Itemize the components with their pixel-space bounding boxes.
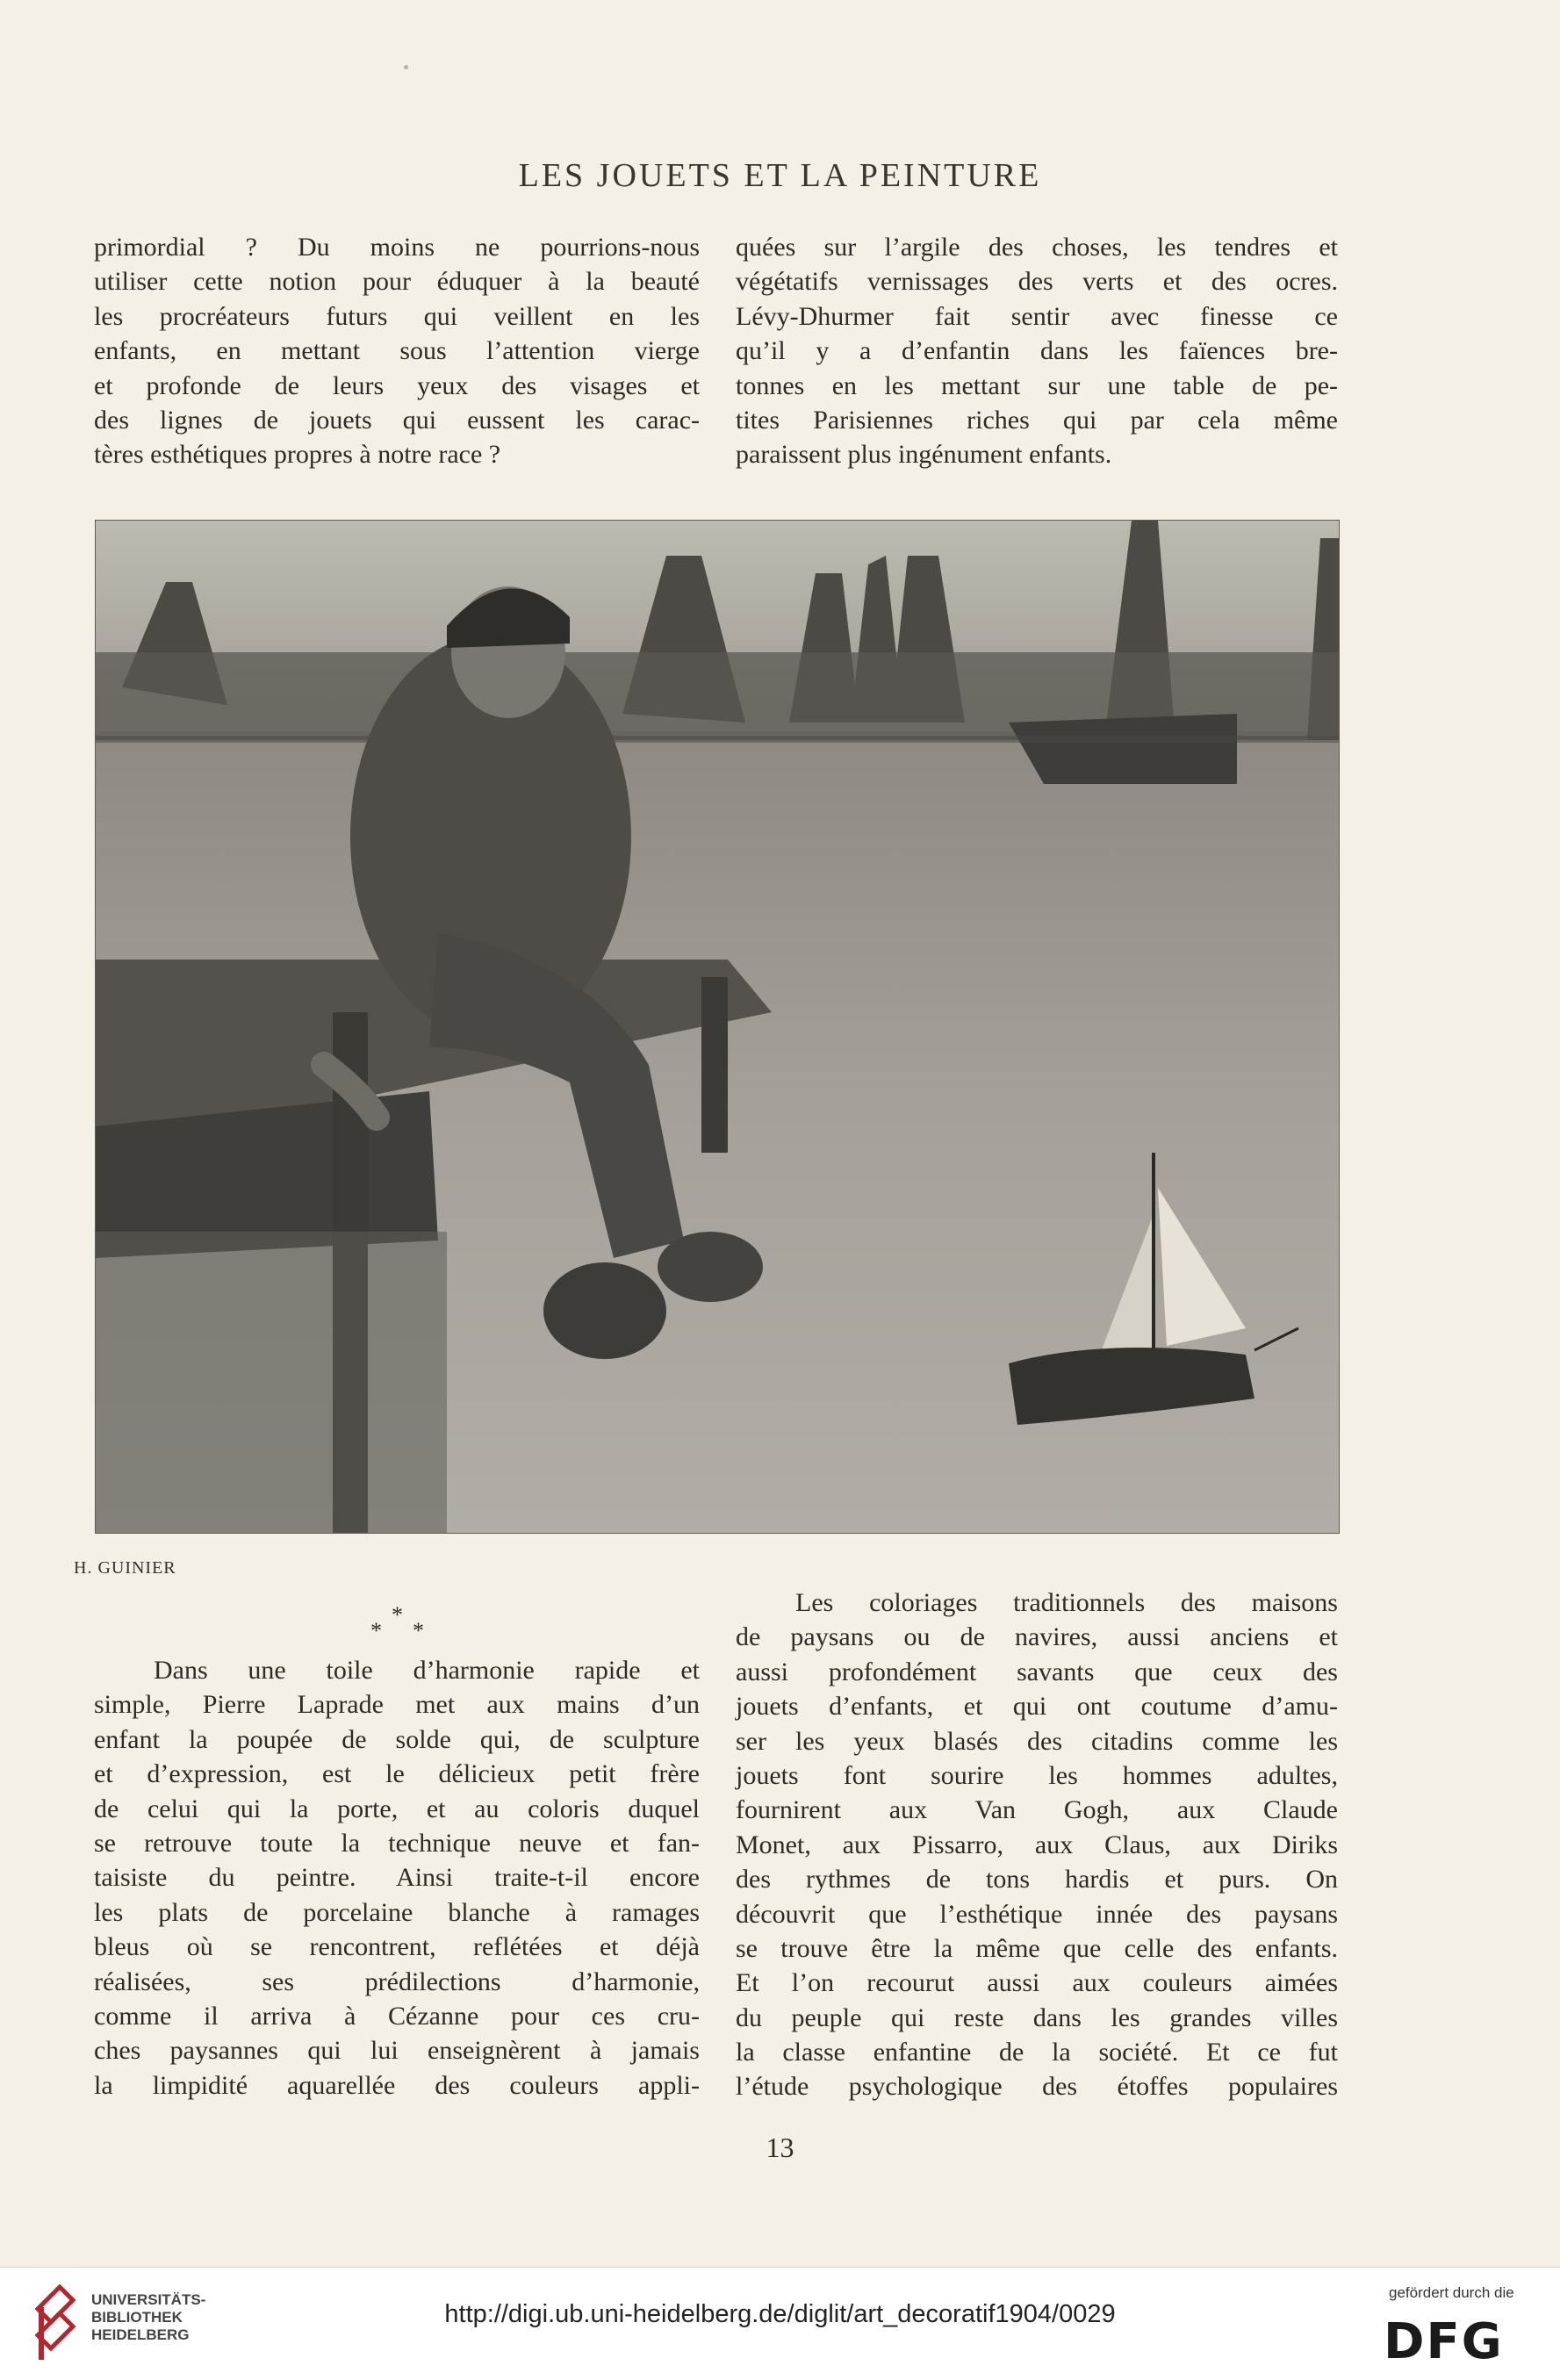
page-speck [404,65,408,69]
asterism [358,1602,446,1646]
funding-note: gefördert durch die [1389,2284,1514,2301]
text-line: de paysans ou de navires, aussi anciens et [736,1622,1338,1652]
text-line: les procréateurs futurs qui veillent en les [94,301,700,331]
text-line: qu’il y a d’enfantin dans les faïences bre- [736,336,1338,366]
column-bottom-right [736,1585,1338,2104]
library-name-line: HEIDELBERG [91,2326,190,2343]
painting-illustration [95,520,1340,1534]
text-line: jouets font sourire les hommes adultes, [736,1760,1338,1790]
text-line: découvrit que l’esthétique innée des paysans [736,1899,1338,1929]
asterism-star: * [370,1618,382,1643]
text-line: les plats de porcelaine blanche à ramages [94,1897,700,1927]
text-line: enfants, en mettant sous l’attention vierge [94,336,700,366]
running-head: LES JOUETS ET LA PEINTURE [518,157,1042,194]
text-line: se retrouve toute la technique neuve et fan- [94,1828,700,1858]
text-line: primordial ? Du moins ne pourrions-nous [94,233,700,262]
column-top-left [94,230,700,472]
text-line: simple, Pierre Laprade met aux mains d’un [94,1690,700,1720]
text-line: jouets d’enfants, et qui ont coutume d’amu- [736,1692,1338,1722]
library-name-line: UNIVERSITÄTS- [91,2291,206,2308]
text-line: des lignes de jouets qui eussent les carac- [94,405,700,435]
text-line: réalisées, ses prédilections d’harmonie, [94,1967,700,1996]
text-line: ser les yeux blasés des citadins comme les [736,1726,1338,1756]
text-line: aussi profondément savants que ceux des [736,1657,1338,1686]
text-line: se trouve être la même que celle des enfants. [736,1933,1338,1963]
figure-caption: H. GUINIER [74,1558,176,1578]
page-number: 13 [766,2132,794,2163]
text-line: Monet, aux Pissarro, aux Claus, aux Diriks [736,1830,1338,1859]
source-url-link[interactable]: http://digi.ub.uni-heidelberg.de/diglit/art_decoratif1904/0029 [444,2300,1116,2328]
text-line: végétatifs vernissages des verts et des ocres. [736,267,1338,297]
asterism-star: * [392,1602,403,1628]
text-line: utiliser cette notion pour éduquer à la beauté [94,267,700,297]
text-line: paraissent plus ingénument enfants. [736,440,1112,470]
dfg-logo-icon: DFG [1384,2313,1504,2370]
text-line: fournirent aux Van Gogh, aux Claude [736,1795,1338,1825]
text-line: enfant la poupée de solde qui, de sculpture [94,1724,700,1754]
text-line: l’étude psychologique des étoffes populaires [736,2072,1338,2102]
text-line: de celui qui la porte, et au coloris duquel [94,1794,700,1823]
text-line: tites Parisiennes riches qui par cela même [736,405,1338,435]
text-line: du peuple qui reste dans les grandes villes [736,2003,1338,2032]
text-line: et d’expression, est le délicieux petit frère [94,1759,700,1789]
column-bottom-left [94,1653,700,2103]
text-line: la limpidité aquarellée des couleurs appli- [94,2070,700,2100]
text-line: la classe enfantine de la société. Et ce fut [736,2038,1338,2067]
library-name-line: BIBLIOTHEK [91,2309,183,2326]
text-line: des rythmes de tons hardis et purs. On [736,1865,1338,1895]
text-line: ches paysannes qui lui enseignèrent à jamais [94,2036,700,2066]
text-line: quées sur l’argile des choses, les tendres et [736,233,1338,262]
text-line: Lévy-Dhurmer fait sentir avec finesse ce [736,301,1338,331]
text-line: tères esthétiques propres à notre race ? [94,440,501,470]
text-line: tonnes en les mettant sur une table de pe- [736,370,1338,400]
column-top-right [736,230,1338,472]
text-line: Dans une toile d’harmonie rapide et [154,1656,700,1685]
text-line: bleus où se rencontrent, reflétées et déjà [94,1932,700,1962]
text-line: Les coloriages traditionnels des maisons [795,1588,1338,1617]
asterism-star: * [413,1618,424,1643]
text-line: Et l’on recourut aussi aux couleurs aimées [736,1968,1338,1998]
text-line: taisiste du peintre. Ainsi traite-t-il encore [94,1863,700,1893]
text-line: et profonde de leurs yeux des visages et [94,370,700,400]
text-line: comme il arriva à Cézanne pour ces cru- [94,2001,700,2031]
